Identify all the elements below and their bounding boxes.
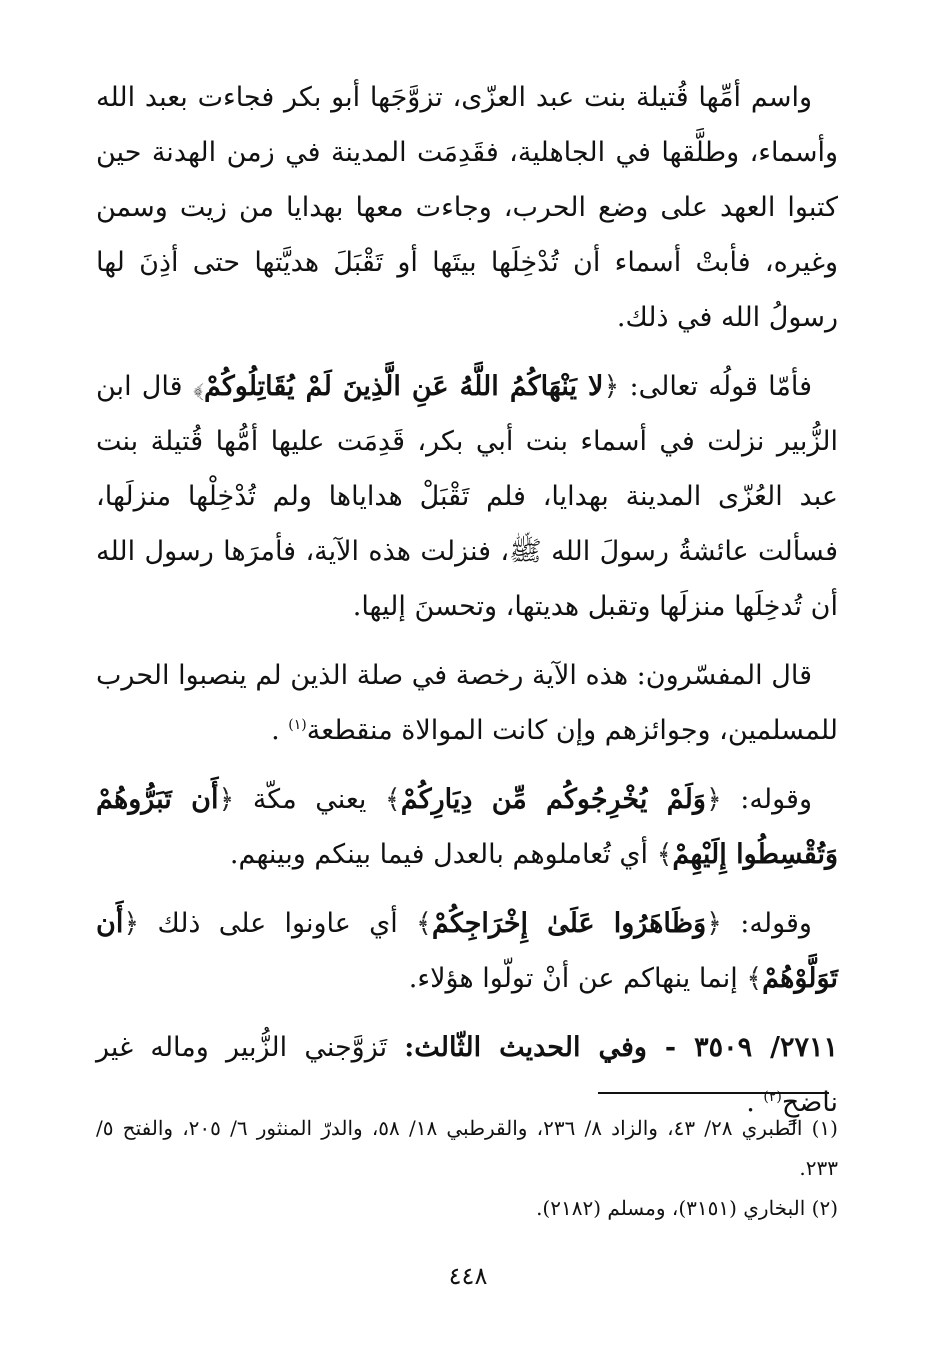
- footnote-separator: [598, 1092, 829, 1094]
- footnote-2: (٢) البخاري (٣١٥١)، ومسلم (٢١٨٢).: [536, 1196, 838, 1220]
- quran-bracket-open-icon: ﴿: [218, 784, 235, 815]
- paragraph-2-intro: فأمّا قولُه تعالى:: [629, 371, 812, 402]
- paragraph-3-text: قال المفسّرون: هذه الآية رخصة في صلة الذين لم ينصبوا الحرب للمسلمين، وجوائزهم وإن كانت الموالاة منقطعة: [96, 660, 838, 746]
- quran-verse: وَلَمْ يُخْرِجُوكُم مِّن دِيَارِكُمْ: [400, 784, 706, 815]
- quran-bracket-close-icon: ﴾: [416, 908, 432, 939]
- paragraph-5-text: إنما ينهاكم عن أنْ تولّوا هؤلاء.: [408, 963, 738, 994]
- quran-bracket-close-icon: ﴾: [192, 371, 204, 402]
- quran-bracket-close-icon: ﴾: [656, 839, 673, 870]
- main-text: [96, 70, 838, 1144]
- quran-verse: لا يَنْهَاكُمُ اللَّهُ عَنِ الَّذِينَ لَمْ يُقَاتِلُوكُمْ: [203, 371, 604, 402]
- paragraph-4-mid: يعني مكّة: [252, 784, 367, 815]
- paragraph-6-end: .: [746, 1087, 755, 1118]
- paragraph-5-intro: وقوله:: [740, 908, 812, 939]
- footnote-ref-2: (٢): [763, 1089, 782, 1105]
- paragraph-2: [96, 359, 838, 634]
- paragraph-4-intro: وقوله:: [740, 784, 812, 815]
- quran-verse: أَن تَبَرُّوهُمْ وَتُقْسِطُوا إِلَيْهِمْ: [96, 784, 838, 870]
- quran-verse: وَظَاهَرُوا عَلَىٰ إِخْرَاجِكُمْ: [431, 908, 707, 939]
- quran-bracket-close-icon: ﴾: [384, 784, 401, 815]
- paragraph-2-text: قال ابن الزُّبير نزلت في أسماء بنت أبي بكر، قَدِمَت عليها أمُّها قُتيلة بنت عبد العُزّى المدينة بهدايا، فلم تَقْبَلْ هداياها ولم تُدْخِلْها منزلَها، فسألت عائشةُ رسولَ الله ﷺ، فنزلت هذه الآية، فأمرَها رسول الله أن تُدخِلَها منزلَها وتقبل هديتها، وتحسنَ إليها.: [96, 371, 838, 622]
- quran-bracket-open-icon: ﴿: [705, 784, 722, 815]
- footnote-ref-1: (١): [288, 717, 307, 733]
- paragraph-5-mid: أي عاونوا على ذلك: [157, 908, 398, 939]
- footnote-1: (١) الطبري ٢٨/ ٤٣، والزاد ٨/ ٢٣٦، والقرطبي ١٨/ ٥٨، والدرّ المنثور ٦/ ٢٠٥، والفتح ٥/ ٢٣٣.: [96, 1116, 838, 1180]
- quran-bracket-open-icon: ﴿: [123, 908, 140, 939]
- paragraph-4-text: أي تُعاملوهم بالعدل فيما بينكم وبينهم.: [229, 839, 648, 870]
- paragraph-3: [96, 648, 838, 758]
- quran-bracket-close-icon: ﴾: [746, 963, 763, 994]
- paragraph-1: [96, 70, 838, 345]
- paragraph-1-text: واسم أمِّها قُتيلة بنت عبد العزّى، تزوَّجَها أبو بكر فجاءت بعبد الله وأسماء، وطلَّقها في الجاهلية، فقَدِمَت المدينة في زمن الهدنة حين كتبوا العهد على وضع الحرب، وجاءت معها بهدايا من زيت وسمن وغيره، فأبتْ أسماء أن تُدْخِلَها بيتَها أو تَقْبَلَ هديَّتها حتى أذِنَ لها رسولُ الله في ذلك.: [96, 82, 838, 333]
- hadith-number-heading: ٢٧١١/ ٣٥٠٩ - وفي الحديث الثّالث:: [404, 1032, 838, 1063]
- paragraph-5: [96, 896, 838, 1006]
- paragraph-4: [96, 772, 838, 882]
- quran-bracket-open-icon: ﴿: [603, 371, 620, 402]
- page-number: ٤٤٨: [448, 1262, 488, 1290]
- paragraph-3-end: .: [271, 715, 280, 746]
- quran-verse: أَن تَوَلَّوْهُمْ: [96, 908, 838, 994]
- quran-bracket-open-icon: ﴿: [706, 908, 722, 939]
- paragraph-6-text: تَزوَّجني الزُّبير وماله غير ناضحٍ: [96, 1032, 838, 1118]
- footnotes: [96, 1108, 838, 1228]
